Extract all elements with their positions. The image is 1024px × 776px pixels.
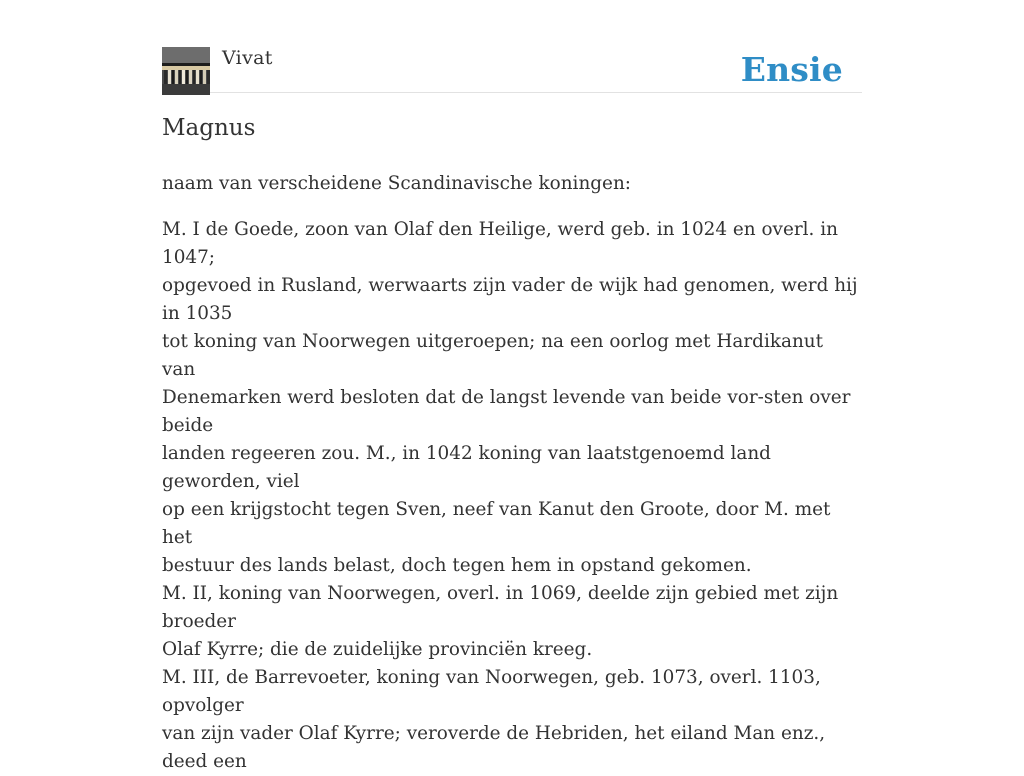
article-line: bestuur des lands belast, doch tegen hem in opstand gekomen. xyxy=(162,555,752,576)
article-line: M. II, koning van Noorwegen, overl. in 1069, deelde zijn gebied met zijn broeder xyxy=(162,583,839,632)
header xyxy=(162,46,862,93)
article-intro: naam van verscheidene Scandinavische koningen: xyxy=(162,173,631,194)
article-line: Olaf Kyrre; die de zuidelijke provinciën kreeg. xyxy=(162,639,593,660)
page xyxy=(162,0,862,772)
author-name[interactable]: Vivat xyxy=(222,47,273,69)
article-line: landen regeeren zou. M., in 1042 koning van laatstgenoemd land geworden, viel xyxy=(162,443,771,492)
article-line: opgevoed in Rusland, werwaarts zijn vader de wijk had genomen, werd hij in 1035 xyxy=(162,275,858,324)
article-line: M. I de Goede, zoon van Olaf den Heilige, werd geb. in 1024 en overl. in 1047; xyxy=(162,219,838,268)
paragraph-gap xyxy=(162,198,862,216)
ensie-logo[interactable]: Ensie xyxy=(740,50,843,89)
article-line: Denemarken werd besloten dat de langst levende van beide vor-sten over beide xyxy=(162,387,851,436)
article-line: op een krijgstocht tegen Sven, neef van Kanut den Groote, door M. met het xyxy=(162,499,831,548)
article-line: tot koning van Noorwegen uitgeroepen; na een oorlog met Hardikanut van xyxy=(162,331,824,380)
avatar[interactable] xyxy=(162,47,210,95)
page-title: Magnus xyxy=(162,115,256,141)
article-body xyxy=(162,170,862,776)
article-line: M. III, de Barrevoeter, koning van Noorwegen, geb. 1073, overl. 1103, opvolger xyxy=(162,667,821,716)
article-line: van zijn vader Olaf Kyrre; veroverde de Hebriden, het eiland Man enz., deed een xyxy=(162,723,826,772)
bookshelf-avatar-image xyxy=(162,47,210,95)
